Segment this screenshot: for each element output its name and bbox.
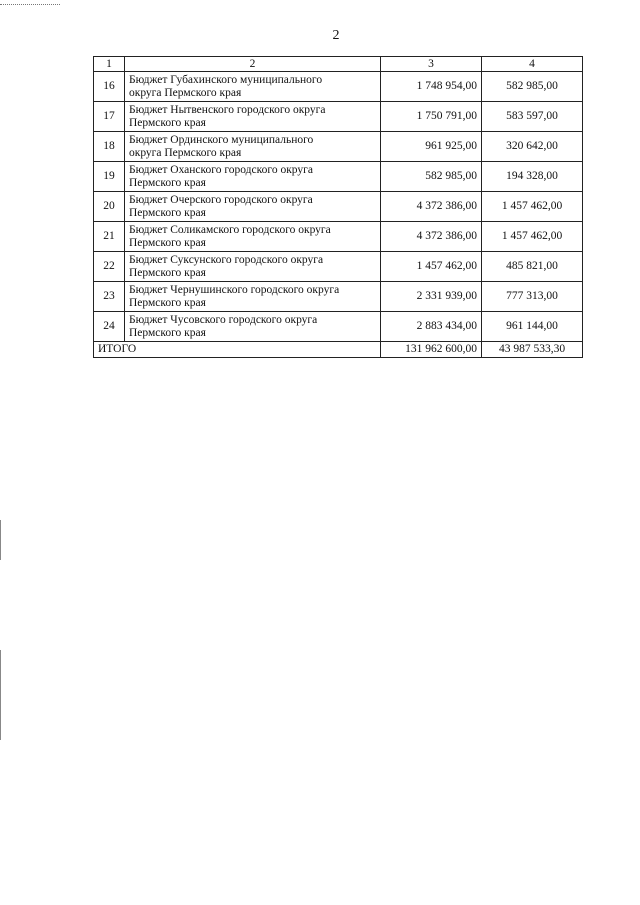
row-number: 22 <box>94 252 125 282</box>
total-row <box>94 342 583 358</box>
amount-col3: 582 985,00 <box>381 162 482 192</box>
total-col3: 131 962 600,00 <box>381 342 482 358</box>
amount-col3: 961 925,00 <box>381 132 482 162</box>
budget-name-line: Бюджет Оханского городского округа <box>129 163 313 176</box>
budget-name-line: Пермского края <box>129 326 206 339</box>
amount-col4: 320 642,00 <box>482 132 583 162</box>
row-number: 20 <box>94 192 125 222</box>
budget-name-line: округа Пермского края <box>129 86 242 99</box>
table-row <box>94 132 583 162</box>
amount-col4: 777 313,00 <box>482 282 583 312</box>
budget-name-cell <box>125 252 381 282</box>
table-row <box>94 282 583 312</box>
amount-col3: 4 372 386,00 <box>381 222 482 252</box>
amount-col3: 2 883 434,00 <box>381 312 482 342</box>
budget-name-line: Бюджет Чернушинского городского округа <box>129 283 340 296</box>
row-number: 18 <box>94 132 125 162</box>
budget-name-line: Пермского края <box>129 266 206 279</box>
amount-col4: 485 821,00 <box>482 252 583 282</box>
budget-name-cell <box>125 222 381 252</box>
budget-name-cell <box>125 192 381 222</box>
column-header: 2 <box>125 57 381 72</box>
row-number: 23 <box>94 282 125 312</box>
amount-col3: 1 457 462,00 <box>381 252 482 282</box>
scan-margin-mark <box>0 520 1 560</box>
column-header: 4 <box>482 57 583 72</box>
table-header-row <box>94 57 583 72</box>
budget-name-line: Бюджет Очерского городского округа <box>129 193 313 206</box>
row-number: 16 <box>94 72 125 102</box>
row-number: 21 <box>94 222 125 252</box>
budget-name-line: Пермского края <box>129 296 206 309</box>
table-row <box>94 162 583 192</box>
budget-name-line: Бюджет Суксунского городского округа <box>129 253 324 266</box>
budget-name-line: округа Пермского края <box>129 146 242 159</box>
table-row <box>94 222 583 252</box>
budget-name-line: Пермского края <box>129 236 206 249</box>
budget-name-cell <box>125 132 381 162</box>
amount-col4: 961 144,00 <box>482 312 583 342</box>
row-number: 17 <box>94 102 125 132</box>
amount-col3: 1 750 791,00 <box>381 102 482 132</box>
budget-name-line: Пермского края <box>129 206 206 219</box>
amount-col3: 1 748 954,00 <box>381 72 482 102</box>
amount-col4: 582 985,00 <box>482 72 583 102</box>
page-number: 2 <box>332 28 340 43</box>
budget-name-line: Бюджет Ординского муниципального <box>129 133 314 146</box>
budget-name-cell <box>125 312 381 342</box>
table-row <box>94 102 583 132</box>
budget-name-line: Бюджет Нытвенского городского округа <box>129 103 326 116</box>
budget-name-line: Бюджет Соликамского городского округа <box>129 223 331 236</box>
scan-edge-mark <box>0 0 60 5</box>
budget-name-cell <box>125 72 381 102</box>
column-header: 3 <box>381 57 482 72</box>
row-number: 19 <box>94 162 125 192</box>
amount-col3: 2 331 939,00 <box>381 282 482 312</box>
budget-name-cell <box>125 102 381 132</box>
budget-table <box>93 56 583 358</box>
budget-name-line: Бюджет Чусовского городского округа <box>129 313 318 326</box>
budget-name-line: Пермского края <box>129 176 206 189</box>
column-header: 1 <box>94 57 125 72</box>
amount-col4: 1 457 462,00 <box>482 192 583 222</box>
table-row <box>94 192 583 222</box>
total-label: ИТОГО <box>94 342 381 358</box>
amount-col4: 583 597,00 <box>482 102 583 132</box>
amount-col4: 1 457 462,00 <box>482 222 583 252</box>
budget-name-line: Бюджет Губахинского муниципального <box>129 73 323 86</box>
table-row <box>94 72 583 102</box>
budget-name-line: Пермского края <box>129 116 206 129</box>
amount-col3: 4 372 386,00 <box>381 192 482 222</box>
table-row <box>94 312 583 342</box>
amount-col4: 194 328,00 <box>482 162 583 192</box>
budget-name-cell <box>125 162 381 192</box>
budget-name-cell <box>125 282 381 312</box>
table-row <box>94 252 583 282</box>
total-col4: 43 987 533,30 <box>482 342 583 358</box>
scan-margin-mark <box>0 650 1 740</box>
row-number: 24 <box>94 312 125 342</box>
